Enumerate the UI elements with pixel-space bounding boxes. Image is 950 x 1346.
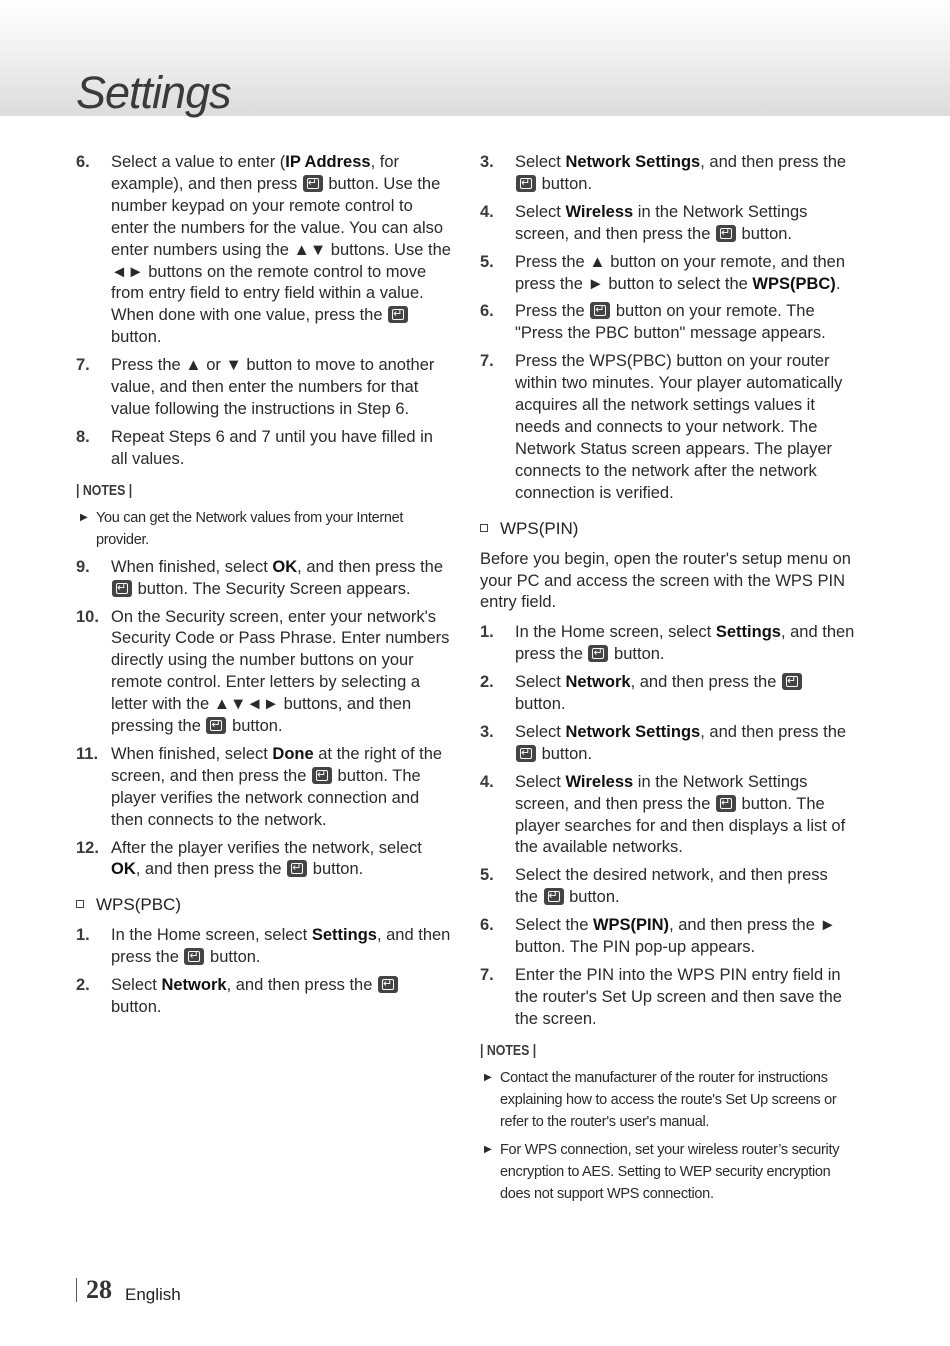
step-item: 6. Select a value to enter (IP Address, for example), and then press ↵ button. Use the number keypad on your remote control to enter the numbers for the value. You can also enter numbers using the ▲▼ buttons. Use the ◄► buttons on the remote control to move from entry field to entry field within a value. When done with one value, press the ↵ button.	[76, 152, 451, 349]
triangle-bullet-icon: ▶	[484, 1143, 492, 1155]
step-item: 12. After the player verifies the network, select OK, and then press the ↵ button.	[76, 838, 451, 882]
step-number: 3.	[480, 153, 494, 171]
notes-list	[480, 1067, 855, 1205]
enter-button-icon	[782, 673, 802, 690]
enter-button-icon	[544, 888, 564, 905]
step-item: 7. Press the WPS(PBC) button on your router within two minutes. Your player automatically acquires all the network settings values it needs and connects to your network. The Network Status screen appears. The player connects to the network after the network connection is verified.	[480, 352, 843, 502]
step-item: 4. Select Wireless in the Network Settings screen, and then press the ↵ button.	[480, 202, 855, 246]
enter-button-icon	[388, 306, 408, 323]
enter-button-icon	[312, 767, 332, 784]
step-number: 3.	[480, 722, 494, 741]
enter-button-icon	[206, 717, 226, 734]
enter-button-icon	[716, 225, 736, 242]
bold-term: Settings	[311, 926, 377, 945]
step-item: 1. In the Home screen, select Settings, and then press the ↵ button.	[480, 622, 855, 666]
footer-language: English	[125, 1285, 181, 1304]
bold-term: Done	[272, 744, 314, 763]
step-item: 10. On the Security screen, enter your network's Security Code or Pass Phrase. Enter numbers directly using the number buttons on your remote control. Enter letters by selecting a letter with the ▲▼◄► buttons, and then pressing the ↵ button.	[76, 607, 451, 738]
bold-term: Wireless	[565, 202, 634, 221]
step-number: 2.	[76, 976, 90, 995]
bold-term: OK	[111, 860, 136, 879]
page-number: 28	[86, 1275, 112, 1304]
step-number: 6.	[76, 153, 90, 171]
footer-divider	[76, 1278, 77, 1302]
step-item: 2. Select Network, and then press the ↵ button.	[480, 672, 855, 716]
bold-term: Wireless	[565, 772, 634, 791]
step-number: 4.	[480, 772, 494, 791]
triangle-bullet-icon: ▶	[484, 1071, 492, 1083]
bold-term: Network	[565, 673, 631, 692]
bold-term: IP Address	[285, 153, 371, 171]
left-column	[76, 152, 451, 1025]
step-number: 6.	[480, 916, 494, 935]
step-number: 10.	[76, 607, 99, 626]
section-intro: Before you begin, open the router's setup menu on your PC and access the screen with the WPS PIN entry field.	[480, 549, 851, 612]
step-item: 7. Enter the PIN into the WPS PIN entry field in the router's Set Up screen and then save the the screen.	[480, 966, 842, 1028]
notes-title: | NOTES |	[480, 1042, 537, 1059]
bold-term: Network Settings	[565, 153, 701, 171]
enter-button-icon	[516, 745, 536, 762]
enter-button-icon	[378, 976, 398, 993]
bold-term: Network	[161, 976, 227, 995]
step-item: 2. Select Network, and then press the ↵ button.	[76, 975, 451, 1019]
step-number: 11.	[76, 744, 99, 763]
step-item: 3. Select Network Settings, and then press the ↵ button.	[480, 722, 855, 766]
section-heading-label: WPS(PBC)	[96, 895, 181, 915]
enter-button-icon	[303, 175, 323, 192]
step-list	[76, 152, 451, 471]
notes-title: | NOTES |	[76, 482, 133, 499]
right-column	[480, 152, 855, 1211]
step-item: 4. Select Wireless in the Network Settings screen, and then press the ↵ button. The player searches for and then displays a list of the available networks.	[480, 772, 855, 860]
step-number: 2.	[480, 673, 494, 692]
section-heading-wps-pbc	[76, 895, 451, 915]
step-number: 7.	[76, 356, 90, 375]
step-number: 1.	[76, 926, 90, 945]
step-item: 9. When finished, select OK, and then press the ↵ button. The Security Screen appears.	[76, 557, 451, 601]
step-number: 5.	[480, 252, 494, 271]
enter-button-icon	[516, 175, 536, 192]
step-number: 9.	[76, 557, 90, 576]
step-number: 7.	[480, 352, 494, 371]
step-item: 8. Repeat Steps 6 and 7 until you have filled in all values.	[76, 427, 433, 468]
step-item: 5. Press the ▲ button on your remote, and then press the ► button to select the WPS(PBC).	[480, 252, 846, 293]
enter-button-icon	[716, 795, 736, 812]
checkbox-bullet-icon	[480, 524, 488, 532]
note-item: ▶ Contact the manufacturer of the router for instructions explaining how to access the route's Set Up screens or refer to the router's user's manual.	[480, 1067, 855, 1133]
enter-button-icon	[287, 860, 307, 877]
step-number: 12.	[76, 838, 99, 857]
step-item: 7. Press the ▲ or ▼ button to move to another value, and then enter the numbers for that value following the instructions in Step 6.	[76, 356, 435, 418]
step-item: 6. Press the ↵ button on your remote. The "Press the PBC button" message appears.	[480, 301, 855, 345]
step-number: 4.	[480, 202, 494, 221]
page-header	[0, 0, 950, 116]
section-heading-wps-pin	[480, 519, 855, 539]
notes-list	[76, 507, 451, 551]
step-number: 8.	[76, 427, 90, 446]
step-number: 5.	[480, 866, 494, 885]
bold-term: WPS(PBC)	[752, 274, 836, 293]
enter-button-icon	[590, 302, 610, 319]
step-number: 7.	[480, 966, 494, 984]
step-item: 5. Select the desired network, and then press the ↵ button.	[480, 865, 855, 909]
bold-term: OK	[272, 557, 298, 576]
step-number: 6.	[480, 302, 494, 321]
step-item: 6. Select the WPS(PIN), and then press the ► button. The PIN pop-up appears.	[480, 916, 836, 957]
bold-term: Settings	[715, 623, 781, 642]
enter-button-icon	[184, 948, 204, 965]
step-item: 1. In the Home screen, select Settings, and then press the ↵ button.	[76, 925, 451, 969]
note-item: ▶ For WPS connection, set your wireless router’s security encryption to AES. Setting to WEP security encryption does not support WPS connection.	[480, 1139, 855, 1205]
step-list	[480, 622, 855, 1030]
section-heading-label: WPS(PIN)	[500, 518, 579, 538]
bold-term: Network Settings	[565, 722, 701, 741]
step-item: 3. Select Network Settings, and then press the ↵ button.	[480, 152, 855, 196]
step-item: 11. When finished, select Done at the right of the screen, and then press the ↵ button. The player verifies the network connection and then connects to the network.	[76, 744, 451, 832]
step-list	[480, 152, 855, 505]
enter-button-icon	[588, 645, 608, 662]
checkbox-bullet-icon	[76, 900, 84, 908]
bold-term: WPS(PIN)	[592, 916, 670, 935]
step-number: 1.	[480, 623, 494, 642]
enter-button-icon	[112, 580, 132, 597]
triangle-bullet-icon: ▶	[80, 511, 88, 523]
step-list	[76, 557, 451, 882]
page-title: Settings	[76, 67, 231, 118]
note-item: ▶ You can get the Network values from your Internet provider.	[76, 507, 451, 551]
step-list	[76, 925, 451, 1019]
